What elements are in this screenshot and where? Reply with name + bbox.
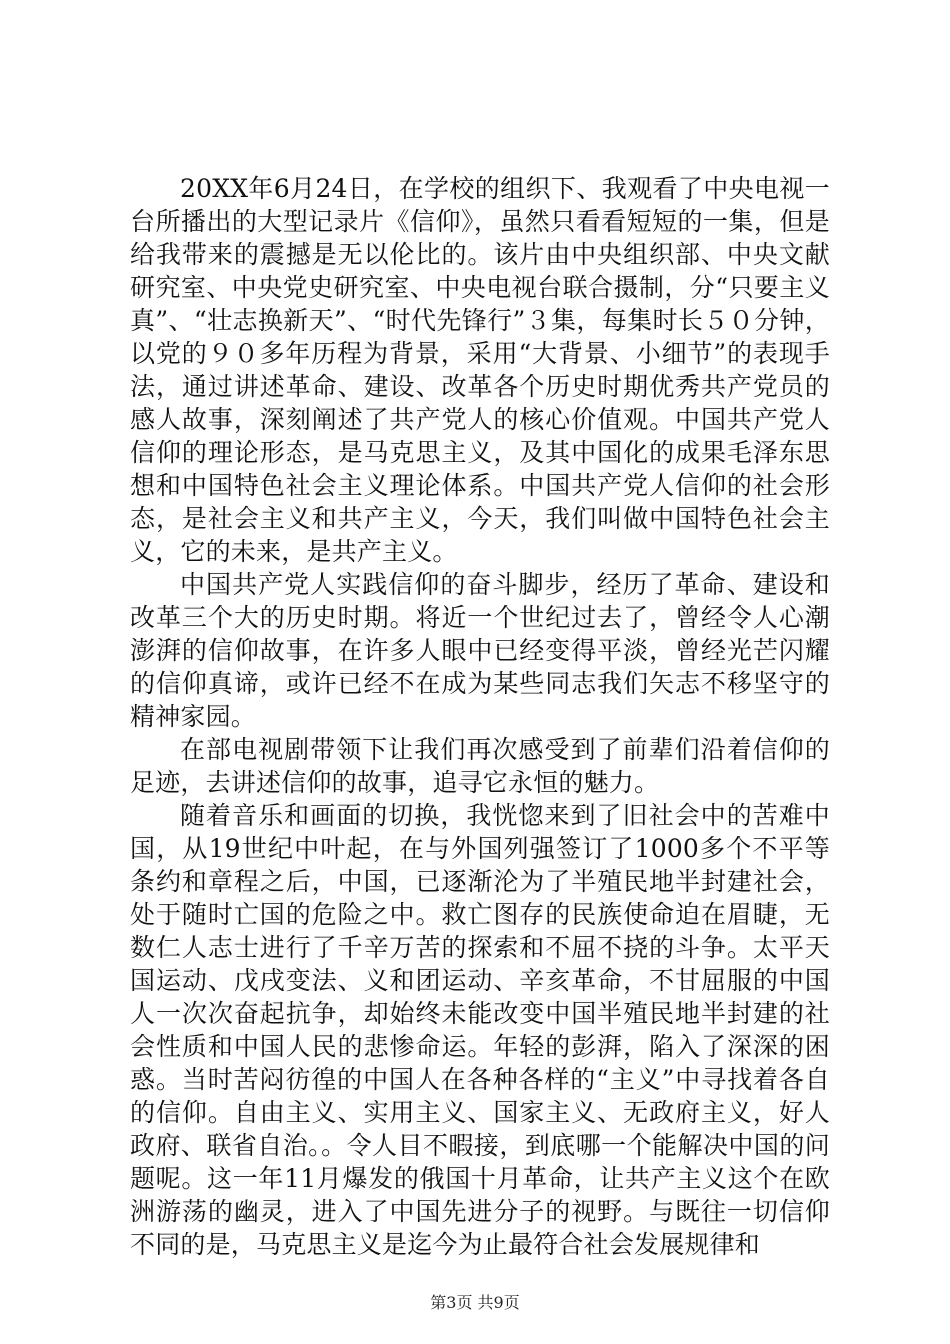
paragraph-1: 20XX年6月24日，在学校的组织下、我观看了中央电视一台所播出的大型记录片《信仰》，虽然只看看短短的一集，但是给我带来的震撼是无以伦比的。该片由中央组织部、中央文献研究室、中央党史研究室、中央电视台联合摄制，分“只要主义真”、“壮志换新天”、“时代先锋行”３集，每集时长５０分钟，以党的９０多年历程为背景，采用“大背景、小细节”的表现手法，通过讲述革命、建设、改革各个历史时期优秀共产党员的感人故事，深刻阐述了共产党人的核心价值观。中国共产党人信仰的理论形态，是马克思主义，及其中国化的成果毛泽东思想和中国特色社会主义理论体系。中国共产党人信仰的社会形态，是社会主义和共产主义，今天，我们叫做中国特色社会主义，它的未来，是共产主义。 xyxy=(130,174,830,566)
paragraph-4: 随着音乐和画面的切换，我恍惚来到了旧社会中的苦难中国，从19世纪中叶起，在与外国列强签订了1000多个不平等条约和章程之后，中国，已逐渐沦为了半殖民地半封建社会，处于随时亡国的危险之中。救亡图存的民族使命迫在眉睫，无数仁人志士进行了千辛万苦的探索和不屈不挠的斗争。太平天国运动、戊戌变法、义和团运动、辛亥革命，不甘屈服的中国人一次次奋起抗争，却始终未能改变中国半殖民地半封建的社会性质和中国人民的悲惨命运。年轻的彭湃，陷入了深深的困惑。当时苦闷彷徨的中国人在各种各样的“主义”中寻找着各自的信仰。自由主义、实用主义、国家主义、无政府主义，好人政府、联省自治。。令人目不暇接，到底哪一个能解决中国的问题呢。这一年11月爆发的俄国十月革命，让共产主义这个在欧洲游荡的幽灵，进入了中国先进分子的视野。与既往一切信仰不同的是，马克思主义是迄今为止最符合社会发展规律和 xyxy=(130,801,830,1259)
paragraph-2: 中国共产党人实践信仰的奋斗脚步，经历了革命、建设和改革三个大的历史时期。将近一个世纪过去了，曾经令人心潮澎湃的信仰故事，在许多人眼中已经变得平淡，曾经光芒闪耀的信仰真谛，或许已经不在成为某些同志我们矢志不移坚守的精神家园。 xyxy=(130,570,830,731)
body-text xyxy=(130,172,830,1261)
paragraph-3: 在部电视剧带领下让我们再次感受到了前辈们沿着信仰的足迹，去讲述信仰的故事，追寻它永恒的魅力。 xyxy=(130,735,830,797)
page-footer: 第3页 共9页 xyxy=(430,1293,520,1312)
